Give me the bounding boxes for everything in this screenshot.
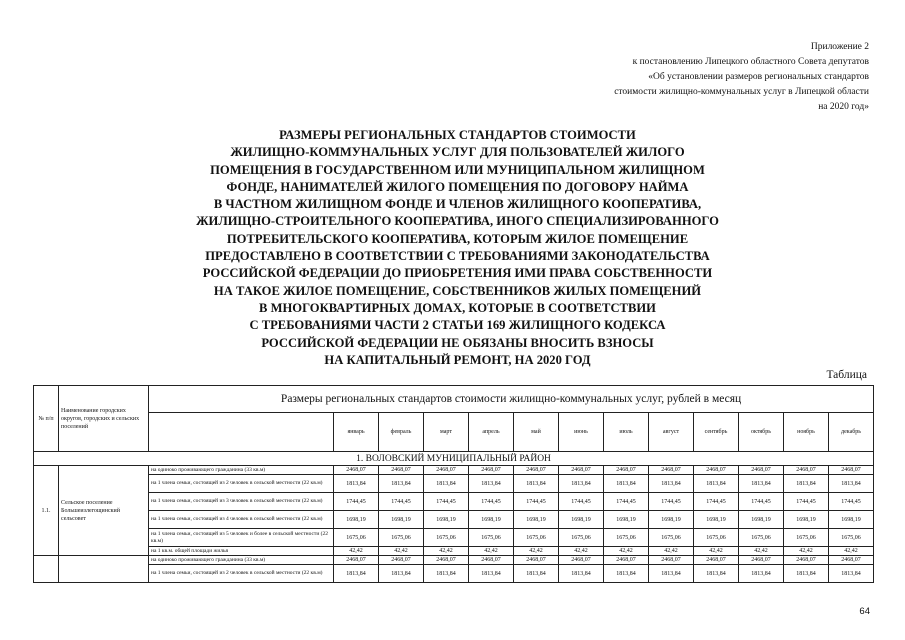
value-cell: 2468,07 xyxy=(739,556,784,565)
table-row xyxy=(34,493,874,511)
value-cell: 1813,84 xyxy=(514,475,559,493)
title-line: ПОТРЕБИТЕЛЬСКОГО КООПЕРАТИВА, КОТОРЫМ ЖИЛОЕ ПОМЕЩЕНИЕ xyxy=(226,231,689,246)
table-body xyxy=(34,452,874,583)
value-cell: 2468,07 xyxy=(379,466,424,475)
value-cell: 1744,45 xyxy=(379,493,424,511)
value-cell: 42,42 xyxy=(379,547,424,556)
value-cell: 2468,07 xyxy=(469,466,514,475)
header-month: ноябрь xyxy=(784,413,829,452)
title-line: В ЧАСТНОМ ЖИЛИЩНОМ ФОНДЕ И ЧЛЕНОВ ЖИЛИЩНОГО КООПЕРАТИВА, xyxy=(213,197,702,212)
value-cell: 1813,84 xyxy=(514,565,559,583)
value-cell: 2468,07 xyxy=(514,556,559,565)
value-cell: 1744,45 xyxy=(739,493,784,511)
value-cell: 1675,06 xyxy=(604,529,649,547)
title-line: В МНОГОКВАРТИРНЫХ ДОМАХ, КОТОРЫЕ В СООТВЕТСТВИИ xyxy=(259,300,656,315)
value-cell: 1813,84 xyxy=(469,475,514,493)
category-cell: на 1 кв.м. общей площади жилья xyxy=(149,547,334,556)
value-cell: 2468,07 xyxy=(694,466,739,475)
settlement-name: Сельское поселение Большеизлегощинский сельсовет xyxy=(59,466,149,556)
category-cell: на одиноко проживающего гражданина (33 кв.м) xyxy=(149,466,334,475)
value-cell: 2468,07 xyxy=(514,466,559,475)
appendix-line: к постановлению Липецкого областного Совета депутатов xyxy=(632,57,869,67)
value-cell: 42,42 xyxy=(604,547,649,556)
value-cell: 1813,84 xyxy=(829,565,874,583)
value-cell: 1813,84 xyxy=(694,565,739,583)
title-line: ФОНДЕ, НАНИМАТЕЛЕЙ ЖИЛОГО ПОМЕЩЕНИЯ ПО ДОГОВОРУ НАЙМА xyxy=(226,179,689,194)
value-cell: 1698,19 xyxy=(469,511,514,529)
value-cell: 2468,07 xyxy=(334,466,379,475)
value-cell: 1675,06 xyxy=(514,529,559,547)
value-cell: 1813,84 xyxy=(559,565,604,583)
title-line: ПРЕДОСТАВЛЕНО В СООТВЕТСТВИИ С ТРЕБОВАНИЯМИ ЗАКОНОДАТЕЛЬСТВА xyxy=(205,249,710,264)
value-cell: 2468,07 xyxy=(829,466,874,475)
value-cell: 1698,19 xyxy=(424,511,469,529)
table-row xyxy=(34,547,874,556)
row-index: 1.1. xyxy=(34,466,59,556)
settlement-name xyxy=(59,556,149,583)
header-month: май xyxy=(514,413,559,452)
value-cell: 2468,07 xyxy=(424,556,469,565)
header-main: Размеры региональных стандартов стоимости жилищно-коммунальных услуг, рублей в месяц xyxy=(149,386,874,413)
value-cell: 1813,84 xyxy=(694,475,739,493)
standards-table xyxy=(33,385,874,583)
appendix-line: «Об установлении размеров региональных стандартов xyxy=(648,72,869,82)
value-cell: 1675,06 xyxy=(469,529,514,547)
title-line: НА ТАКОЕ ЖИЛОЕ ПОМЕЩЕНИЕ, СОБСТВЕННИКОВ ЖИЛЫХ ПОМЕЩЕНИЙ xyxy=(213,283,702,298)
value-cell: 1813,84 xyxy=(739,475,784,493)
header-month: декабрь xyxy=(829,413,874,452)
value-cell: 1813,84 xyxy=(334,475,379,493)
value-cell: 2468,07 xyxy=(649,556,694,565)
title-line: РАЗМЕРЫ РЕГИОНАЛЬНЫХ СТАНДАРТОВ СТОИМОСТИ xyxy=(279,128,636,142)
header-month: август xyxy=(649,413,694,452)
value-cell: 2468,07 xyxy=(469,556,514,565)
value-cell: 1698,19 xyxy=(559,511,604,529)
category-cell: на 1 члена семьи, состоящей из 4 человек в сельской местности (22 кв.м) xyxy=(149,511,334,529)
title-line: ПОМЕЩЕНИЯ В ГОСУДАРСТВЕННОМ ИЛИ МУНИЦИПАЛЬНОМ ЖИЛИЩНОМ xyxy=(210,162,705,177)
category-cell: на 1 члена семьи, состоящей из 2 человек в сельской местности (22 кв.м) xyxy=(149,475,334,493)
value-cell: 1813,84 xyxy=(379,565,424,583)
header-month: июль xyxy=(604,413,649,452)
title-line: ЖИЛИЩНО-СТРОИТЕЛЬНОГО КООПЕРАТИВА, ИНОГО СПЕЦИАЛИЗИРОВАННОГО xyxy=(196,214,719,229)
header-month: октябрь xyxy=(739,413,784,452)
table-caption: Таблица xyxy=(826,369,867,381)
value-cell: 1698,19 xyxy=(604,511,649,529)
value-cell: 1675,06 xyxy=(829,529,874,547)
page-number: 64 xyxy=(859,606,870,617)
value-cell: 1744,45 xyxy=(559,493,604,511)
appendix-line: Приложение 2 xyxy=(810,42,869,52)
value-cell: 1675,06 xyxy=(649,529,694,547)
value-cell: 1675,06 xyxy=(559,529,604,547)
appendix-line: стоимости жилищно-коммунальных услуг в Липецкой области xyxy=(614,87,869,97)
value-cell: 1813,84 xyxy=(604,475,649,493)
value-cell: 42,42 xyxy=(784,547,829,556)
table-row xyxy=(34,529,874,547)
value-cell: 1813,84 xyxy=(334,565,379,583)
title-line: ЖИЛИЩНО-КОММУНАЛЬНЫХ УСЛУГ ДЛЯ ПОЛЬЗОВАТЕЛЕЙ ЖИЛОГО xyxy=(230,145,685,160)
value-cell: 1698,19 xyxy=(514,511,559,529)
category-cell: на 1 члена семьи, состоящей из 5 человек и более в сельской местности (22 кв.м) xyxy=(149,529,334,547)
appendix-note xyxy=(449,40,869,115)
header-blank xyxy=(149,413,334,452)
value-cell: 1744,45 xyxy=(694,493,739,511)
value-cell: 1813,84 xyxy=(379,475,424,493)
value-cell: 1744,45 xyxy=(784,493,829,511)
category-cell: на 1 члена семьи, состоящей из 3 человек в сельской местности (22 кв.м) xyxy=(149,493,334,511)
title-line: РОССИЙСКОЙ ФЕДЕРАЦИИ НЕ ОБЯЗАНЫ ВНОСИТЬ ВЗНОСЫ xyxy=(261,335,654,350)
value-cell: 42,42 xyxy=(424,547,469,556)
value-cell: 42,42 xyxy=(559,547,604,556)
table-row xyxy=(34,565,874,583)
header-month: январь xyxy=(334,413,379,452)
document-title xyxy=(150,127,765,369)
row-index xyxy=(34,556,59,583)
header-number: № п/п xyxy=(34,386,59,452)
table-row xyxy=(34,466,874,475)
title-line: НА КАПИТАЛЬНЫЙ РЕМОНТ, НА 2020 ГОД xyxy=(324,352,591,367)
value-cell: 1813,84 xyxy=(604,565,649,583)
value-cell: 1698,19 xyxy=(829,511,874,529)
value-cell: 1813,84 xyxy=(559,475,604,493)
value-cell: 1744,45 xyxy=(424,493,469,511)
value-cell: 1813,84 xyxy=(739,565,784,583)
value-cell: 42,42 xyxy=(829,547,874,556)
value-cell: 2468,07 xyxy=(604,466,649,475)
value-cell: 1813,84 xyxy=(469,565,514,583)
value-cell: 1675,06 xyxy=(694,529,739,547)
header-month: июнь xyxy=(559,413,604,452)
value-cell: 1744,45 xyxy=(829,493,874,511)
value-cell: 1813,84 xyxy=(784,475,829,493)
value-cell: 2468,07 xyxy=(694,556,739,565)
table-row xyxy=(34,556,874,565)
value-cell: 2468,07 xyxy=(379,556,424,565)
value-cell: 2468,07 xyxy=(559,466,604,475)
value-cell: 2468,07 xyxy=(784,466,829,475)
value-cell: 2468,07 xyxy=(649,466,694,475)
value-cell: 42,42 xyxy=(334,547,379,556)
value-cell: 1698,19 xyxy=(784,511,829,529)
value-cell: 1744,45 xyxy=(604,493,649,511)
table-row xyxy=(34,511,874,529)
header-month: март xyxy=(424,413,469,452)
value-cell: 1813,84 xyxy=(649,475,694,493)
value-cell: 2468,07 xyxy=(559,556,604,565)
value-cell: 2468,07 xyxy=(829,556,874,565)
value-cell: 1813,84 xyxy=(784,565,829,583)
value-cell: 1675,06 xyxy=(334,529,379,547)
value-cell: 1744,45 xyxy=(649,493,694,511)
months-header-row xyxy=(34,413,874,452)
district-row: 1. ВОЛОВСКИЙ МУНИЦИПАЛЬНЫЙ РАЙОН xyxy=(34,452,874,466)
value-cell: 1813,84 xyxy=(829,475,874,493)
table-row xyxy=(34,475,874,493)
title-line: РОССИЙСКОЙ ФЕДЕРАЦИИ ДО ПРИОБРЕТЕНИЯ ИМИ ПРАВА СОБСТВЕННОСТИ xyxy=(202,266,713,281)
category-cell: на одиноко проживающего гражданина (33 кв.м) xyxy=(149,556,334,565)
header-month: сентябрь xyxy=(694,413,739,452)
value-cell: 2468,07 xyxy=(739,466,784,475)
value-cell: 42,42 xyxy=(649,547,694,556)
title-line: С ТРЕБОВАНИЯМИ ЧАСТИ 2 СТАТЬИ 169 ЖИЛИЩНОГО КОДЕКСА xyxy=(249,318,666,333)
value-cell: 1744,45 xyxy=(469,493,514,511)
value-cell: 1813,84 xyxy=(649,565,694,583)
value-cell: 1675,06 xyxy=(739,529,784,547)
value-cell: 1698,19 xyxy=(694,511,739,529)
header-name: Наименование городских округов, городских и сельских поселений xyxy=(59,386,149,452)
value-cell: 42,42 xyxy=(514,547,559,556)
value-cell: 1698,19 xyxy=(649,511,694,529)
value-cell: 1744,45 xyxy=(334,493,379,511)
value-cell: 2468,07 xyxy=(784,556,829,565)
value-cell: 42,42 xyxy=(469,547,514,556)
value-cell: 1744,45 xyxy=(514,493,559,511)
header-month: февраль xyxy=(379,413,424,452)
value-cell: 1675,06 xyxy=(379,529,424,547)
value-cell: 1698,19 xyxy=(379,511,424,529)
value-cell: 2468,07 xyxy=(334,556,379,565)
value-cell: 42,42 xyxy=(739,547,784,556)
value-cell: 1675,06 xyxy=(424,529,469,547)
appendix-line: на 2020 год» xyxy=(818,102,869,112)
value-cell: 1813,84 xyxy=(424,565,469,583)
value-cell: 1698,19 xyxy=(334,511,379,529)
value-cell: 1698,19 xyxy=(739,511,784,529)
value-cell: 2468,07 xyxy=(424,466,469,475)
value-cell: 1675,06 xyxy=(784,529,829,547)
category-cell: на 1 члена семьи, состоящей из 2 человек в сельской местности (22 кв.м) xyxy=(149,565,334,583)
value-cell: 42,42 xyxy=(694,547,739,556)
value-cell: 2468,07 xyxy=(604,556,649,565)
value-cell: 1813,84 xyxy=(424,475,469,493)
header-month: апрель xyxy=(469,413,514,452)
